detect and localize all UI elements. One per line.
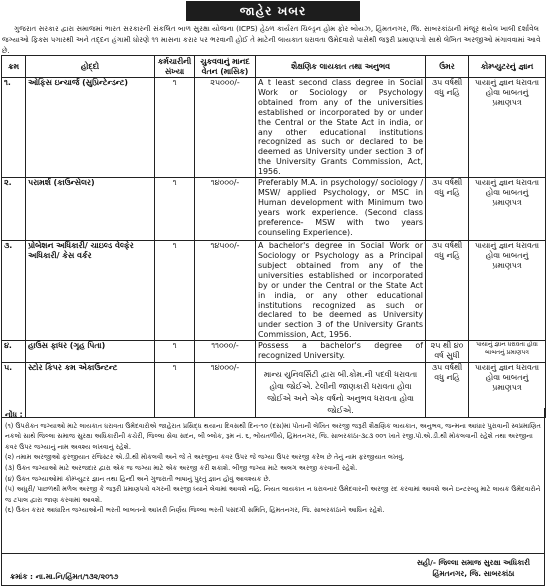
row-qualification: Possess a bachelor's degree of recognized University. xyxy=(256,341,426,363)
row-age: ૨૫ થી ૪૦ વર્ષ સુધી xyxy=(426,341,469,363)
row-computer: પાયાનું જ્ઞાન ધરાવતા હોવા બાબતનું પ્રમાણપત્ર xyxy=(469,78,546,178)
row-no: ૫. xyxy=(2,363,26,418)
note-item: (૧) ઉપરોક્ત જગ્યાઓ માટે લાયકાત ધરાવતા ઉમેદવારોએ જાહેરાત પ્રસિદ્ધ થયાના દિવસથી દિન-૧૦ (દસ)માં પોતાની લેખિત અરજી જરૂરી શૈક્ષણિક લાયકાત, અનુભવ, જન્મના આધાર પુરાવાની સ્વપ્રમાણિત નકલો સાથે જિલ્લા સમાજ સુરક્ષા અધિકારીની કચેરી, જિલ્લા સેવા સદન, બી બ્લોક, રૂમ નં. ૬, ભોંયતળીયે, હિંમતનગર, જિ. સાબરકાંઠા-૩૮૩ ૦૦૧ ખાતે રજી.પો.એ.ડી.થી મોકલવાની રહેશે તથા અરજીના કવર ઉપર જગ્યાનું નામ અવશ્ય લખવાનું રહેશે. xyxy=(5,421,541,451)
header-salary: ચુકવવાનું માનદ વેતન (માસિક) xyxy=(195,56,256,78)
table-row xyxy=(2,341,546,363)
row-count: ૧ xyxy=(155,241,195,341)
row-no: ૧. xyxy=(2,78,26,178)
row-no: ૪. xyxy=(2,341,26,363)
note-item: (૨) તમામ અરજીઓ ફરજીયાત રજિસ્ટર એ.ડી.થી મોકલવી અને જે તે અરજીના કવર ઉપર જે જગ્યા ઉપર અરજી કરેલ છે તેનું નામ ફરજીયાત લખવું. xyxy=(5,453,405,462)
signature-line: સહી/- જિલ્લા સમાજ સુરક્ષા અધિકારી xyxy=(416,558,530,567)
row-age: ૩૫ વર્ષથી વધુ નહિ xyxy=(426,78,469,178)
header-age: ઉંમર xyxy=(426,56,469,78)
row-salary: ૧૧૦૦૦/- xyxy=(195,341,256,363)
notes-title: નોંધ : xyxy=(5,410,23,419)
row-computer: પાયાનું જ્ઞાન ધરાવતા હોવા બાબતનું પ્રમાણપત્ર xyxy=(469,341,546,363)
header-no: ક્રમ xyxy=(2,56,26,78)
row-qualification: A t least second class degree in Social Work or Sociology or Psychology obtained from any of the universities established or incorporated by or under the Central or the State Act in india, or any other educational institutions recognized as such or declared to be deemed as University under section 3 of the University Grants Commission, Act, 1956. xyxy=(256,78,426,178)
table-row xyxy=(2,241,546,341)
header-computer: કોમ્પ્યુટરનું જ્ઞાન xyxy=(469,56,546,78)
signature-block xyxy=(417,557,530,579)
row-salary: ૧૪૫૦૦/- xyxy=(195,241,256,341)
header-post: હોદ્દો xyxy=(26,56,155,78)
reference-value: ના.મા.નિ/હિંમત/૧૩૨/૨૦૧૭ xyxy=(35,572,119,581)
row-post: ઓફિસ ઇન્ચાર્જ (સુપ્રિન્ટેન્ડન્ટ) xyxy=(26,78,155,178)
table-header-row xyxy=(2,56,546,78)
row-post: પ્રોબેશન અધિકારી/ ચાઇલ્ડ વેલ્ફેર અધિકારી/ કેસ વર્કર xyxy=(26,241,155,341)
row-qualification: માન્ય યુનિવર્સિટી દ્વારા બી.કોમ.ની પદવી ધરાવતા હોવા જોઈએ. ટેલીની જાણકારી ધરાવતા હોવા જોઈએ અને એક વર્ષનો અનુભવ ધરાવતા હોવા જોઈએ. xyxy=(256,363,426,418)
row-post: હાઉસ ફાધર (ગૃહ પિતા) xyxy=(26,341,155,363)
header-count: કર્મચારીની સંખ્યા xyxy=(155,56,195,78)
row-salary: ૧૪૦૦૦/- xyxy=(195,178,256,241)
row-age: ૩૫ વર્ષથી વધુ નહિ xyxy=(426,241,469,341)
row-count: ૧ xyxy=(155,363,195,418)
reference-label: ક્રમાંક xyxy=(10,572,28,581)
row-age: ૩૫ વર્ષથી વધુ નહિ xyxy=(426,178,469,241)
office-line: હિંમતનગર, જિ. સાબરકાંઠા xyxy=(432,569,515,578)
note-item: (૪) ઉક્ત જગ્યાઓમાં કોમ્પ્યુટર જ્ઞાન તથા હિન્દી અને ગુજરાતી ભાષાનું પુરતું જ્ઞાન હોવું આવશ્યક છે. xyxy=(5,474,271,483)
row-qualification: A bachelor's degree in Social Work or Sociology or Psychology as a Principal subject obtained from any of the universities established or incorporated by or under the Central or the State Act in india, or any other educational institutions recognized as such or declared to be deemed as University under section 3 of the University Grants Commission, Act, 1956. xyxy=(256,241,426,341)
table-row xyxy=(2,78,546,178)
row-post: સ્ટોર કિપર કમ એકાઉન્ટન્ટ xyxy=(26,363,155,418)
row-no: ૨. xyxy=(2,178,26,241)
row-computer: પાયાનું જ્ઞાન ધરાવતા હોવા બાબતનું પ્રમાણપત્ર xyxy=(469,178,546,241)
intro-paragraph: ગુજરાત સરકાર દ્વારા સમાજમાં ભારત સરકારની સંકલિત બાળ સુરક્ષા યોજના (ICPS) હેઠળ કાર્યરત ચિલ્ડ્રન હોમ ફોર બોયઝ, હિંમતનગર, જિ. સાબરકાંઠાની મંજૂર થયેલ ખાલી દર્શાવેલ જગ્યાઓ ફિક્સ પગારથી અને તદ્દન હંગામી ધોરણે ૧૧ માસના કરાર પર ભરવાની હોઈ તે માટેની લાયકાત ધરાવતા ઉમેદવારો પાસેથી જરૂરી પ્રમાણપત્રો સાથે લેખિત અરજીઓ મંગાવવામાં આવે છે. xyxy=(2,24,541,55)
reference-number: ક્રમાંક : ના.મા.નિ/હિંમત/૧૩૨/૨૦૧૭ xyxy=(10,572,119,581)
row-salary: ૧૪૦૦૦/- xyxy=(195,363,256,418)
row-count: ૧ xyxy=(155,341,195,363)
table-row xyxy=(2,178,546,241)
footer xyxy=(1,554,545,586)
note-item: (૬) ઉક્ત કરાર આધારિત જગ્યાઓની ભરતી બાબતનો આખરી નિર્ણય જિલ્લા ભરતી પસંદગી સમિતિ, હિંમતનગર, જિ. સાબરકાંઠાને આધિન રહેશે. xyxy=(5,506,385,515)
row-no: ૩. xyxy=(2,241,26,341)
note-item: (૩) ઉક્ત જગ્યાઓ માટે અરજદાર દ્વારા એક જ જગ્યા માટે એક અરજી કરી શકાશે. બીજી જગ્યા માટે અલગ અરજી કરવાની રહેશે. xyxy=(5,463,358,472)
row-count: ૧ xyxy=(155,78,195,178)
row-count: ૧ xyxy=(155,178,195,241)
row-computer: પાયાનું જ્ઞાન ધરાવતા હોવા બાબતનું પ્રમાણપત્ર xyxy=(469,363,546,418)
notes-section xyxy=(1,408,545,554)
row-qualification: Preferably M.A. in psychology/ sociology / MSW/ applied Psychology, or MSC in Human development with Minimum two years work experience. (Second class preference- MSW with two years counseling Experience). xyxy=(256,178,426,241)
row-computer: પાયાનું જ્ઞાન ધરાવતા હોવા બાબતનું પ્રમાણપત્ર xyxy=(469,241,546,341)
vacancy-table xyxy=(1,55,546,418)
row-salary: ૨૫૦૦૦/- xyxy=(195,78,256,178)
row-post: પરામર્શ (કાઉન્સેલર) xyxy=(26,178,155,241)
note-item: (૫) અધુરી/ પાછળથી મળેલ અરજી કે જરૂરી પ્રમાણપત્રો વગરની અરજી ધ્યાને લેવામાં આવશે નહિ. નિયત લાયકાત ન ધરાવનાર ઉમેદવારની અરજી રદ કરવામાં આવશે અને ઇન્ટરવ્યુ માટે લાયક ઉમેદવારોને જ ટપાલ દ્વારા જાણ કરવામાં આવશે. xyxy=(5,485,541,504)
notice-title: જાહેર ખબર xyxy=(186,1,360,21)
row-age: ૩૫ વર્ષથી વધુ નહિ xyxy=(426,363,469,418)
header-qualification: શૈક્ષણિક લાયકાત તથા અનુભવ xyxy=(256,56,426,78)
